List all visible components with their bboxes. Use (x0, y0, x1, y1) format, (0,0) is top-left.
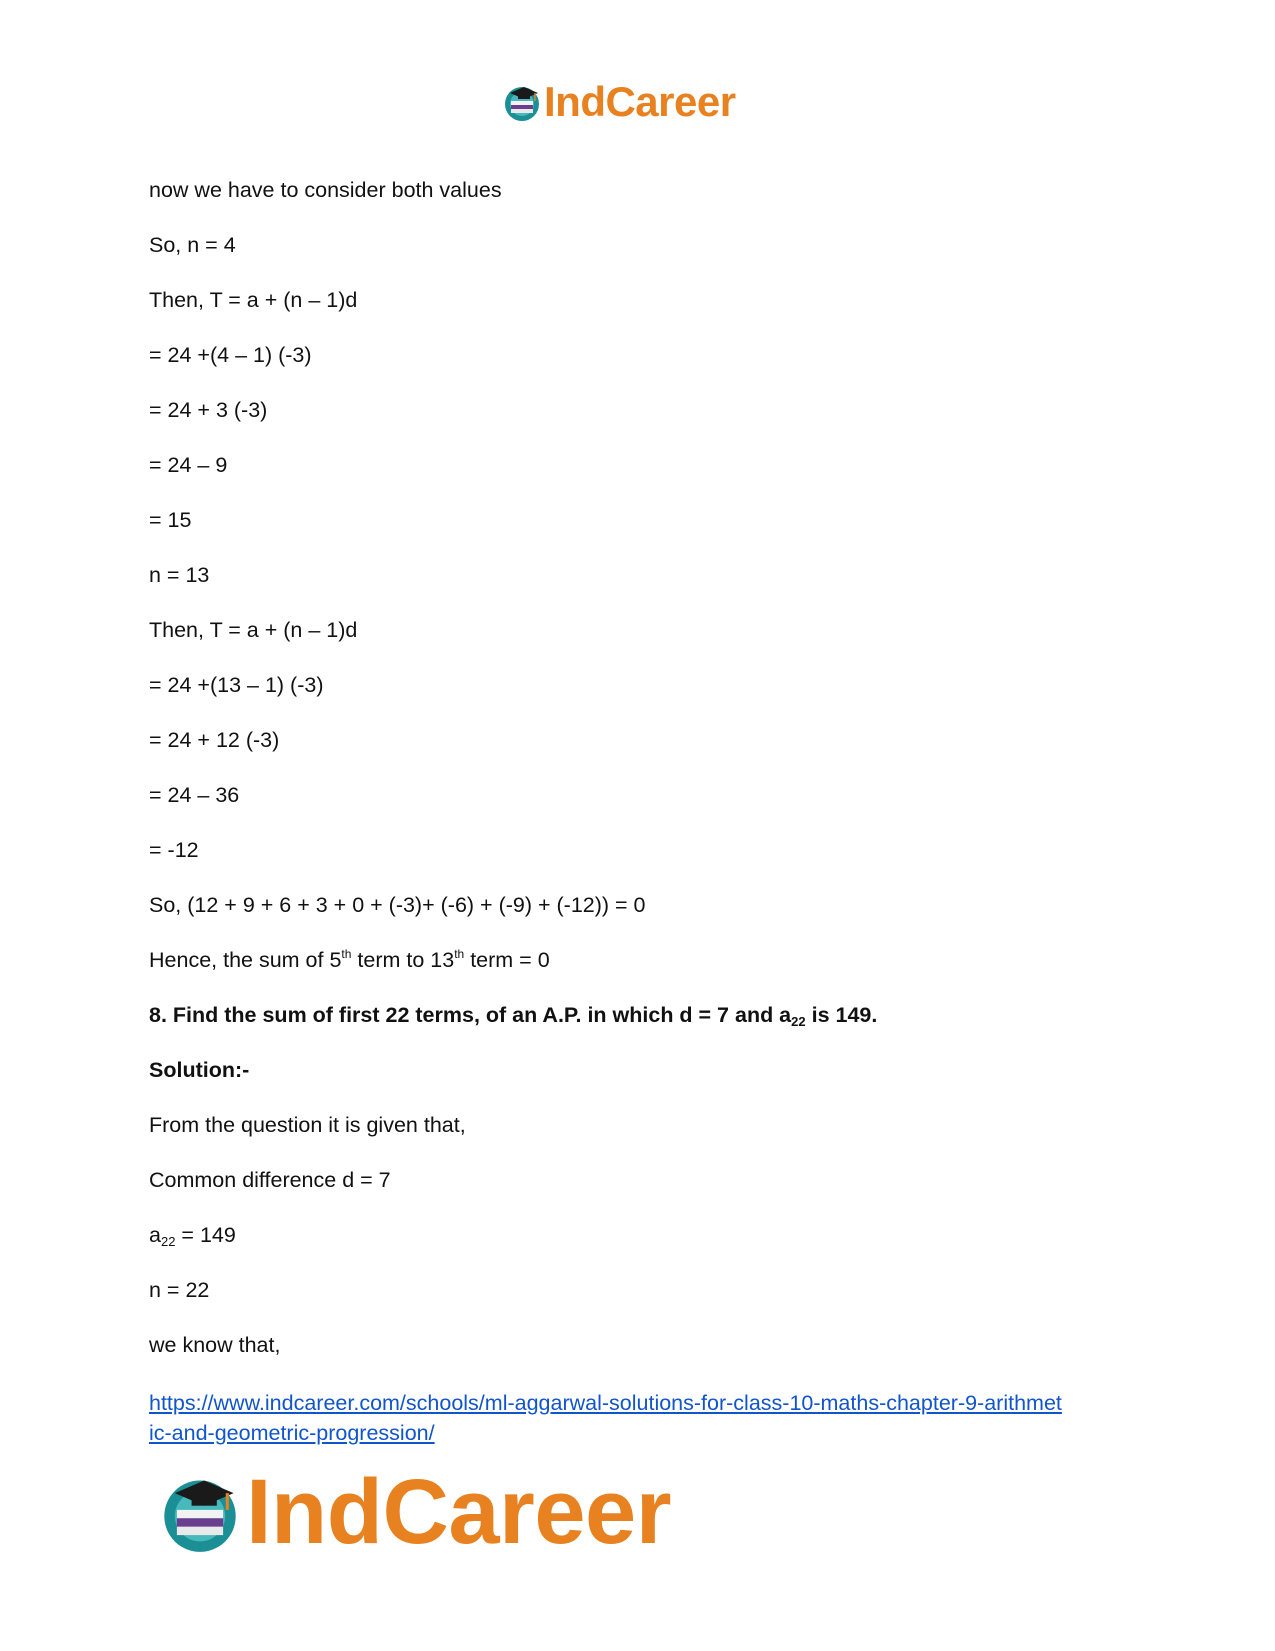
question-part: 8. Find the sum of first 22 terms, of an A.P. in which d = 7 and a (149, 1003, 792, 1027)
hence-part: term = 0 (464, 948, 550, 972)
text-line: = 24 +(4 – 1) (-3) (149, 343, 312, 367)
text-line: = 24 + 3 (-3) (149, 398, 268, 422)
link-line[interactable]: https://www.indcareer.com/schools/ml-aggarwal-solutions-for-class-10-maths-chapter-9-arithmet (149, 1391, 1062, 1415)
hence-part: term to 13 (351, 948, 455, 972)
hence-line (149, 945, 1139, 1000)
hence-part: Hence, the sum of 5 (149, 948, 342, 972)
a22-line (149, 1220, 1139, 1275)
text-line: n = 13 (149, 563, 210, 587)
solution-content (149, 175, 1139, 1385)
solution-label: Solution:- (149, 1058, 250, 1082)
text-line: = 24 +(13 – 1) (-3) (149, 673, 324, 697)
a-value: = 149 (175, 1223, 236, 1247)
text-line: we know that, (149, 1333, 281, 1357)
question-part: is 149. (805, 1003, 878, 1027)
text-line: now we have to consider both values (149, 178, 502, 202)
text-line: Common difference d = 7 (149, 1168, 391, 1192)
graduation-globe-icon (502, 82, 542, 122)
graduation-globe-icon (158, 1470, 242, 1554)
subscript: 22 (791, 1014, 806, 1029)
text-line: So, n = 4 (149, 233, 236, 257)
indcareer-logo-header (502, 78, 736, 126)
question-heading (149, 1000, 1139, 1055)
text-line: = -12 (149, 838, 199, 862)
text-line: Then, T = a + (n – 1)d (149, 288, 358, 312)
brand-name: IndCareer (246, 1461, 671, 1563)
source-link[interactable] (149, 1388, 1149, 1448)
indcareer-logo-footer (158, 1462, 671, 1562)
text-line: n = 22 (149, 1278, 210, 1302)
subscript: 22 (160, 1234, 176, 1249)
text-line: = 24 – 9 (149, 453, 228, 477)
text-line: From the question it is given that, (149, 1113, 466, 1137)
link-line[interactable]: ic-and-geometric-progression/ (149, 1421, 435, 1445)
text-line: Then, T = a + (n – 1)d (149, 618, 358, 642)
a-variable: a (149, 1223, 161, 1247)
brand-name: IndCareer (544, 78, 736, 125)
text-line: = 24 + 12 (-3) (149, 728, 280, 752)
superscript: th (454, 947, 465, 961)
superscript: th (341, 947, 352, 961)
text-line: So, (12 + 9 + 6 + 3 + 0 + (-3)+ (-6) + (-9) + (-12)) = 0 (149, 893, 646, 917)
text-line: = 24 – 36 (149, 783, 240, 807)
text-line: = 15 (149, 508, 192, 532)
